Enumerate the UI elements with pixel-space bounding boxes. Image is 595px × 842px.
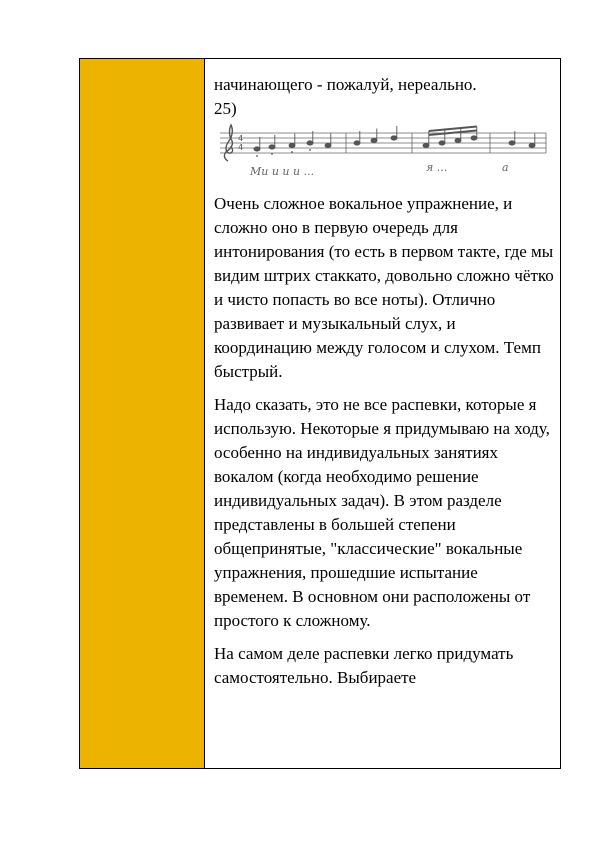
paragraph-2: Надо сказать, это не все распевки, которые я использую. Некоторые я придумываю на ходу, особенно на индивидуальных занятиях вокалом (когда необходимо решение индивидуальных задач). В этом разделе представлены в большей степени общепринятые, "классические" вокальные упражнения, прошедшие испытание временем. В основном они расположены от простого к сложному. bbox=[214, 395, 550, 630]
score-syllable-final: а bbox=[502, 161, 509, 174]
score-syllables-right: я ... bbox=[426, 161, 448, 174]
content-table bbox=[79, 58, 561, 769]
score-syllables-left: Ми и и и ... bbox=[250, 165, 315, 178]
sidebar-color-column bbox=[80, 59, 205, 768]
text-column bbox=[205, 59, 560, 768]
exercise-number: 25) bbox=[214, 99, 237, 118]
svg-text:4: 4 bbox=[238, 143, 244, 152]
paragraph-1: Очень сложное вокальное упражнение, и сложно оно в первую очередь для интонирования (то есть в первом такте, где мы видим штрих стаккато, довольно сложно чётко и чисто попасть во все ноты). Отлично развивает и музыкальный слух, и координацию между голосом и слухом. Темп быстрый. bbox=[214, 194, 554, 381]
paragraph-3: На самом деле распевки легко придумать самостоятельно. Выбираете bbox=[214, 644, 514, 687]
continuation-line: начинающего - пожалуй, нереально. bbox=[214, 75, 477, 94]
svg-text:4: 4 bbox=[238, 134, 244, 143]
music-score-image bbox=[214, 121, 552, 183]
